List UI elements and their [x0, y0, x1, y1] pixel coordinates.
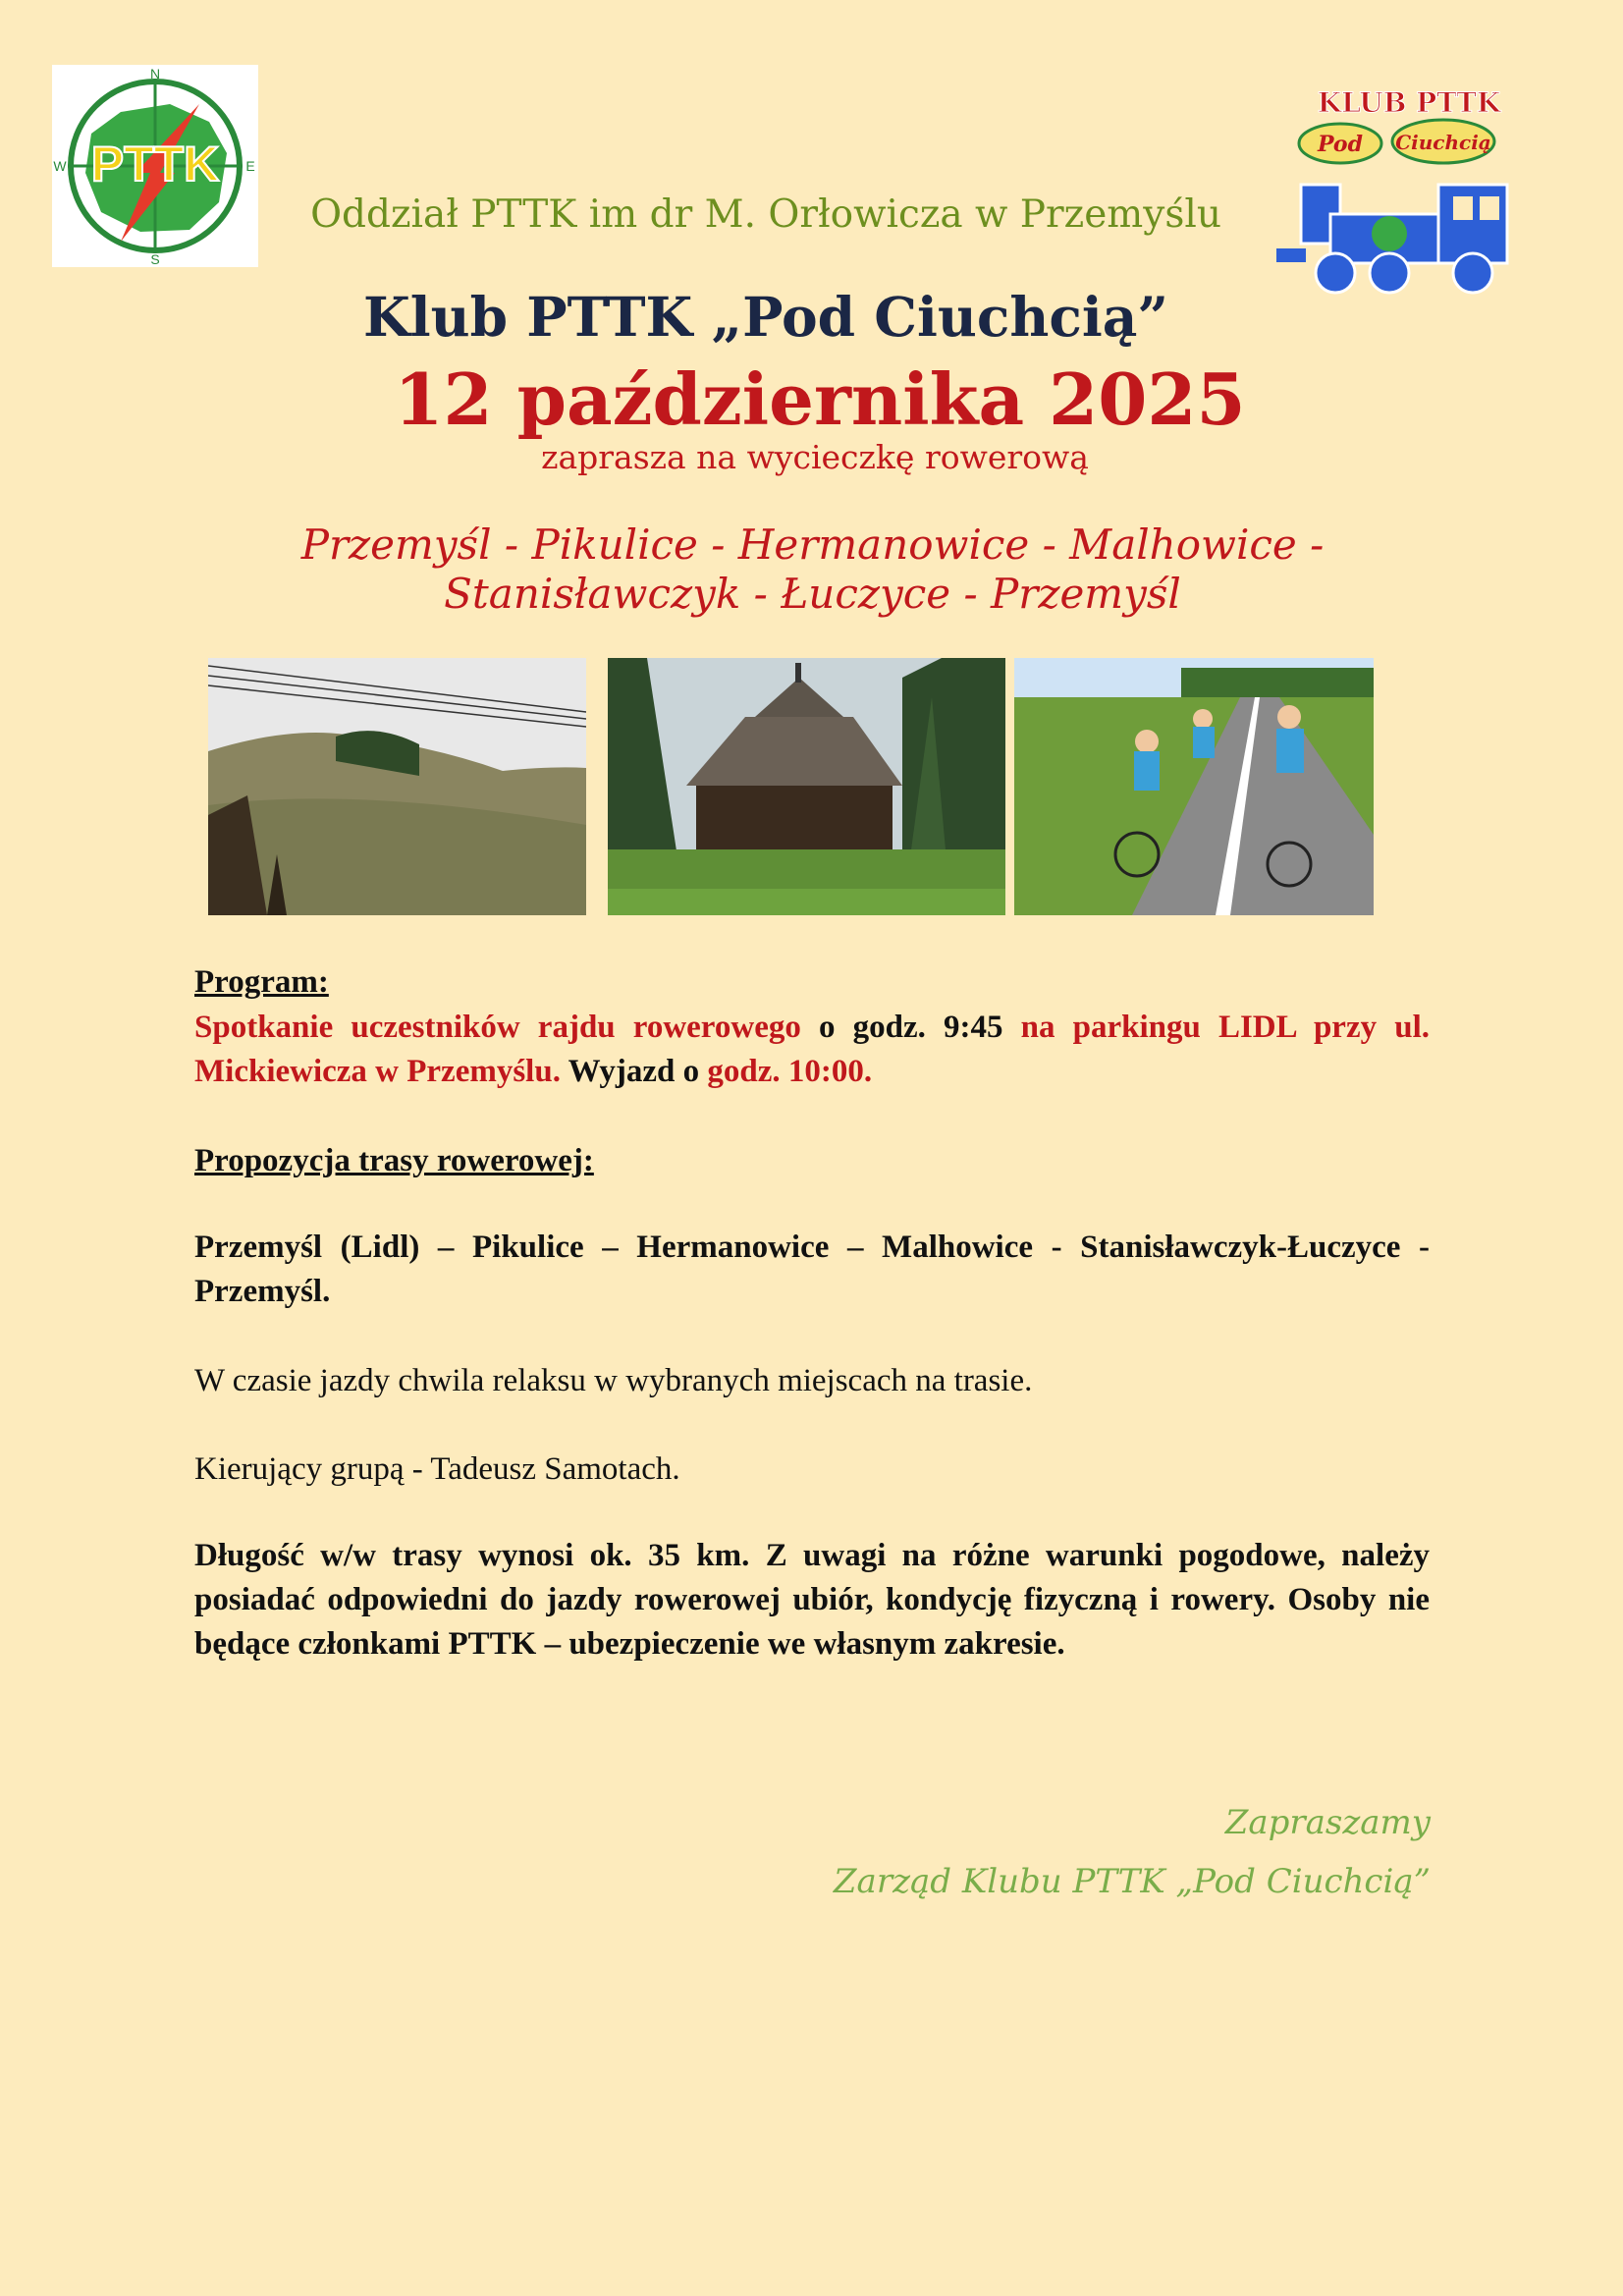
svg-text:Ciuchcią: Ciuchcią	[1395, 131, 1491, 154]
svg-text:W: W	[53, 158, 67, 174]
cyclists-photo	[1014, 658, 1374, 915]
leader-text: Kierujący grupą - Tadeusz Samotach.	[194, 1451, 680, 1487]
length-info-text: Długość w/w trasy wynosi ok. 35 km. Z uwagi na różne warunki pogodowe, należy posiadać odpowiedni do jazdy rowerowej ubiór, kondycję fizyczną i rowery. Osoby nie będące członkami PTTK – ubezpieczenie we własnym zakresie.	[194, 1538, 1430, 1662]
club-logo	[1271, 77, 1527, 306]
route-proposal-heading: Propozycja trasy rowerowej:	[194, 1143, 594, 1178]
club-logo-title: KLUB PTTK	[1317, 86, 1501, 119]
route-proposal-text: Przemyśl (Lidl) – Pikulice – Hermanowice – Malhowice - Stanisławczyk-Łuczyce - Przemyśl.	[194, 1230, 1430, 1309]
invite-text: zaprasza na wycieczkę rowerową	[541, 438, 1089, 476]
landscape-photo	[208, 658, 586, 915]
church-photo	[608, 658, 1005, 915]
event-date: 12 października 2025	[394, 357, 1246, 441]
club-title: Klub PTTK „Pod Ciuchcią”	[362, 285, 1169, 349]
route-title-line-2: Stanisławczyk - Łuczyce - Przemyśl	[444, 570, 1181, 618]
svg-text:N: N	[149, 66, 161, 82]
pttk-logo-text: PTTK	[90, 137, 220, 191]
program-text: Spotkanie uczestników rajdu rowerowego o godz. 9:45 na parkingu LIDL przy ul. Mickiewicza w Przemyślu. Wyjazd o godz. 10:00.	[194, 1010, 1430, 1089]
svg-text:E: E	[245, 158, 255, 174]
program-heading: Program:	[194, 964, 329, 1000]
pttk-logo	[52, 65, 258, 267]
organization-name: Oddział PTTK im dr M. Orłowicza w Przemyślu	[310, 192, 1221, 237]
relax-text: W czasie jazdy chwila relaksu w wybranych miejscach na trasie.	[194, 1363, 1033, 1398]
signature-line-2: Zarząd Klubu PTTK „Pod Ciuchcią”	[833, 1862, 1431, 1901]
route-title-line-1: Przemyśl - Pikulice - Hermanowice - Malhowice -	[300, 520, 1325, 569]
svg-text:Pod: Pod	[1317, 132, 1364, 157]
signature-line-1: Zapraszamy	[1224, 1803, 1431, 1842]
svg-text:S: S	[150, 251, 160, 267]
